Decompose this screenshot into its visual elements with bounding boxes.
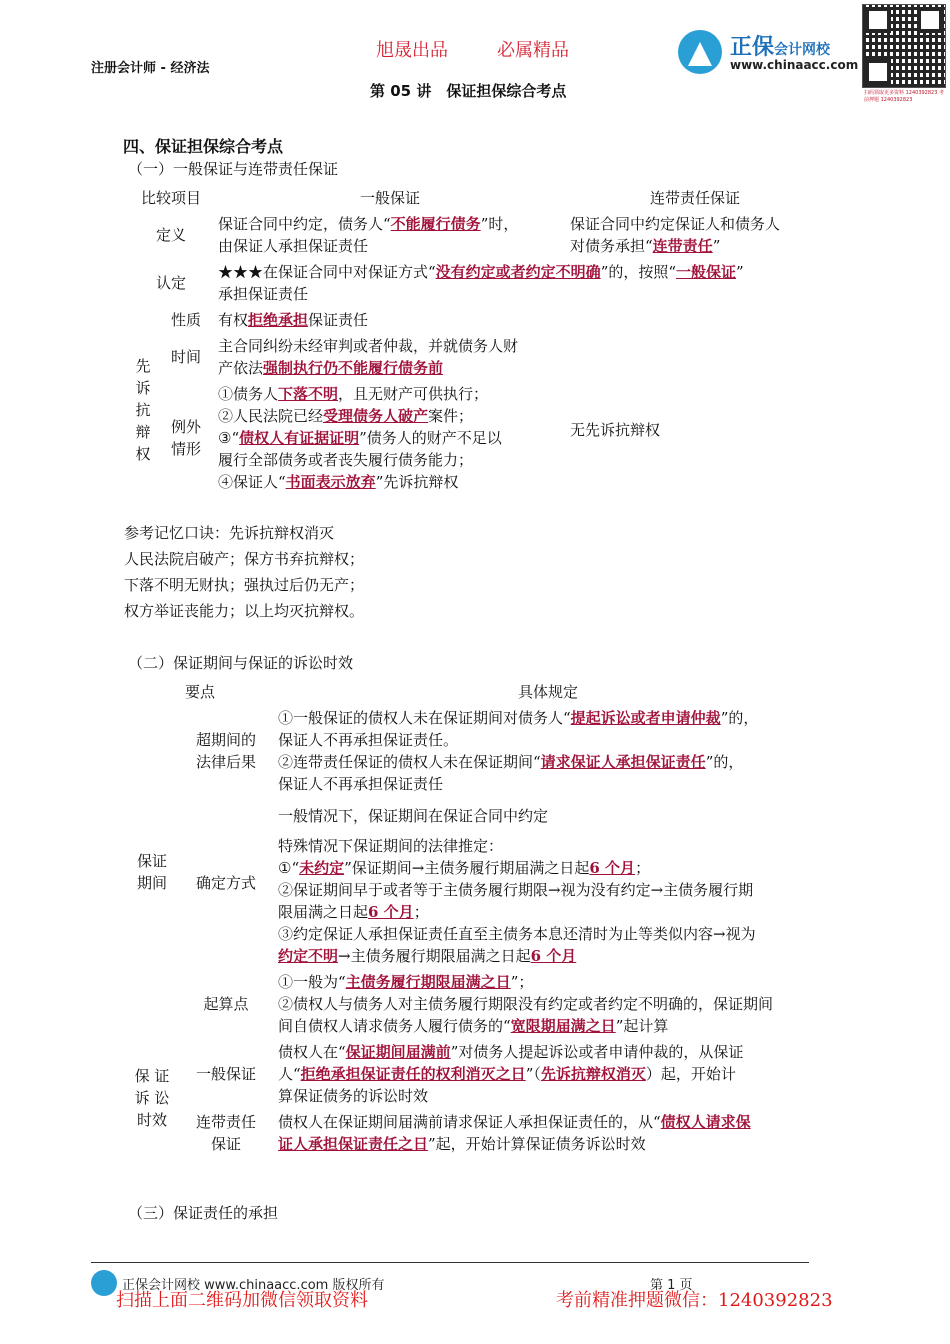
- text: 有权: [218, 311, 249, 329]
- text: →主债务履行期限届满之日起: [338, 947, 531, 965]
- text: ”起计算: [615, 1017, 669, 1035]
- key-term: 6 个月: [530, 947, 577, 965]
- slogan-right: 必属精品: [497, 40, 569, 61]
- col-general: 一般保证: [359, 189, 420, 207]
- text: 情形: [170, 440, 201, 458]
- text: 人“: [278, 1065, 301, 1083]
- key-term: 提起诉讼或者申请仲裁: [570, 709, 721, 727]
- table-row: [128, 211, 824, 259]
- key-term: 未约定: [299, 859, 345, 877]
- text: 超期间的: [195, 731, 256, 749]
- text: 承担保证责任: [218, 285, 309, 303]
- row-label-start: 起算点: [203, 995, 249, 1013]
- text: ”: [712, 237, 721, 255]
- text: 特殊情况下保证期间的法律推定：: [278, 837, 504, 855]
- text: 保证合同中约定，债务人“: [218, 215, 391, 233]
- nature-text: [214, 307, 566, 333]
- determination-normal: 一般情况下，保证期间在保证合同中约定: [278, 807, 549, 825]
- text: ”对债务人提起诉讼或者申请仲裁的，从保证: [450, 1043, 744, 1061]
- logo-url: www.chinaacc.com: [730, 58, 859, 72]
- logo-icon: [678, 30, 722, 74]
- joint-no-defense: 无先诉抗辩权: [570, 421, 661, 439]
- time-text: [214, 333, 566, 381]
- comparison-table: [128, 185, 824, 495]
- text: 先: [135, 357, 151, 375]
- key-term: 没有约定或者约定不明确: [435, 263, 601, 281]
- section-title: 四、保证担保综合考点: [123, 137, 284, 156]
- row-label-limitation: [126, 1039, 178, 1157]
- text: ；: [413, 903, 429, 921]
- row-label-period: [126, 705, 178, 1039]
- row-label-recognition: 认定: [155, 274, 186, 292]
- mnemonic-line: 参考记忆口诀：先诉抗辩权消灭: [124, 524, 335, 542]
- text: ③“: [218, 429, 240, 447]
- mnemonic-line: 权方举证丧能力；以上均灭抗辩权。: [124, 602, 365, 620]
- text: 保证: [210, 1135, 241, 1153]
- text: 债权人在“: [278, 1043, 346, 1061]
- text: 保 证: [134, 1067, 170, 1085]
- brand-logo[interactable]: [678, 26, 858, 78]
- text: 保证人不再承担保证责任: [278, 775, 444, 793]
- col-item: 比较项目: [140, 189, 201, 207]
- text: 对债务承担“: [570, 237, 653, 255]
- text: ）起，开始计: [645, 1065, 736, 1083]
- key-term: 约定不明: [278, 947, 339, 965]
- promo-left: 扫描上面二维码加微信领取资料: [116, 1290, 368, 1311]
- mnemonic-line: 人民法院启破产；保方书弃抗辩权；: [124, 550, 365, 568]
- text: 抗: [135, 401, 151, 419]
- key-term: 请求保证人承担保证责任: [540, 753, 706, 771]
- key-term: 受理债务人破产: [323, 407, 429, 425]
- key-term: 债权人有证据证明: [239, 429, 360, 447]
- text: ”的，: [720, 709, 759, 727]
- key-term: 书面表示放弃: [285, 473, 376, 491]
- text: ①一般保证的债权人未在保证期间对债务人“: [278, 709, 571, 727]
- text: ①“: [278, 859, 300, 877]
- table-header-row: [126, 679, 822, 705]
- row-label-overdue: [178, 705, 274, 797]
- key-term: 证人承担保证责任之日: [278, 1135, 429, 1153]
- slogan-left: 旭晟出品: [376, 40, 448, 61]
- table-row: [128, 307, 824, 333]
- key-term: 下落不明: [278, 385, 339, 403]
- text: ①债务人: [218, 385, 279, 403]
- table-row: [126, 969, 822, 1039]
- text: 算保证债务的诉讼时效: [278, 1087, 429, 1105]
- table-row: [128, 259, 824, 307]
- text: ”: [736, 263, 744, 281]
- subsection-1: （一）一般保证与连带责任保证: [128, 160, 339, 178]
- text: ，且无财产可供执行；: [338, 385, 489, 403]
- mnemonic-line: 下落不明无财执；强执过后仍无产；: [124, 576, 365, 594]
- key-term: 先诉抗辩权消灭: [540, 1065, 646, 1083]
- defense-right-label: [128, 307, 158, 495]
- text: 产依法: [218, 359, 264, 377]
- logo-subtitle: 会计网校: [774, 42, 831, 58]
- definition-joint: [566, 211, 824, 259]
- key-term: 主债务履行期限届满之日: [345, 973, 511, 991]
- start-text: [274, 969, 822, 1039]
- key-term: 6 个月: [368, 903, 414, 921]
- text: ②连带责任保证的债权人未在保证期间“: [278, 753, 541, 771]
- lecture-title: 第 05 讲 保证担保综合考点: [370, 82, 567, 100]
- text: ②保证期间早于或者等于主债务履行期限→视为没有约定→主债务履行期: [278, 881, 754, 899]
- text: ”（: [525, 1065, 541, 1083]
- col-rule: 具体规定: [517, 683, 578, 701]
- table-row: [126, 1109, 822, 1157]
- key-term: 连带责任: [652, 237, 713, 255]
- joint-limitation-text: [274, 1109, 822, 1157]
- text: ”的，按照“: [600, 263, 677, 281]
- row-label-joint: [178, 1109, 274, 1157]
- general-limitation-text: [274, 1039, 822, 1109]
- logo-title: 正保: [730, 35, 775, 60]
- key-term: 不能履行债务: [390, 215, 481, 233]
- col-point: 要点: [184, 683, 215, 701]
- definition-general: [214, 211, 566, 259]
- row-label-general: 一般保证: [195, 1065, 256, 1083]
- course-title: 注册会计师 - 经济法: [91, 61, 210, 76]
- subsection-3: （三）保证责任的承担: [128, 1204, 279, 1222]
- key-term: 保证期间届满前: [345, 1043, 451, 1061]
- footer-logo-icon: [91, 1270, 117, 1296]
- text: 保证: [136, 852, 167, 870]
- period-table: [126, 679, 822, 1157]
- qr-code-icon[interactable]: [862, 4, 946, 88]
- text: 连带责任: [195, 1113, 256, 1131]
- text: 权: [135, 445, 151, 463]
- promo-right: 考前精准押题微信：1240392823: [556, 1290, 833, 1311]
- determination-special: [274, 833, 822, 969]
- qr-note: 扫码领取更多资料 1240392823 考前押题 1240392823: [864, 90, 944, 103]
- text: ”保证期间→主债务履行期届满之日起: [344, 859, 590, 877]
- text: 时效: [136, 1111, 167, 1129]
- footer-copyright: 正保会计网校 www.chinaacc.com 版权所有: [122, 1278, 385, 1293]
- text: ★★★在保证合同中对保证方式“: [218, 263, 436, 281]
- key-term: 债权人请求保: [660, 1113, 751, 1131]
- table-row: [126, 797, 822, 833]
- text: 期间: [136, 874, 167, 892]
- text: ”先诉抗辩权: [375, 473, 459, 491]
- text: 主合同纠纷未经审判或者仲裁，并就债务人财: [218, 337, 519, 355]
- text: 间自债权人请求债务人履行债务的“: [278, 1017, 511, 1035]
- text: 例外: [170, 418, 201, 436]
- row-label-definition: 定义: [155, 226, 186, 244]
- text: ④保证人“: [218, 473, 286, 491]
- table-header-row: [128, 185, 824, 211]
- key-term: 宽限期届满之日: [510, 1017, 616, 1035]
- text: 保证人不再承担保证责任。: [278, 731, 459, 749]
- text: 保证合同中约定保证人和债务人: [570, 215, 781, 233]
- footer-divider: [91, 1262, 809, 1263]
- text: 诉: [135, 379, 151, 397]
- key-term: 拒绝承担保证责任的权利消灭之日: [300, 1065, 526, 1083]
- page-number: 第 1 页: [650, 1278, 693, 1293]
- key-term: 拒绝承担: [248, 311, 309, 329]
- text: ”；: [510, 973, 534, 991]
- recognition-text: [214, 259, 824, 307]
- exception-text: [214, 381, 566, 495]
- row-label-time: 时间: [170, 348, 201, 366]
- text: 辩: [135, 423, 151, 441]
- table-row: [126, 1039, 822, 1109]
- text: ”债务人的财产不足以: [359, 429, 502, 447]
- text: 案件；: [428, 407, 474, 425]
- text: ②债权人与债务人对主债务履行期限没有约定或者约定不明确的，保证期间: [278, 995, 774, 1013]
- key-term: 一般保证: [676, 263, 737, 281]
- table-row: [126, 705, 822, 797]
- text: ”起，开始计算保证债务诉讼时效: [428, 1135, 646, 1153]
- key-term: 强制执行仍不能履行债务前: [263, 359, 444, 377]
- text: 履行全部债务或者丧失履行债务能力；: [218, 451, 474, 469]
- text: ；: [635, 859, 651, 877]
- text: 法律后果: [195, 753, 256, 771]
- key-term: 6 个月: [589, 859, 636, 877]
- text: 限届满之日起: [278, 903, 369, 921]
- row-label-determination: 确定方式: [195, 874, 256, 892]
- text: 由保证人承担保证责任: [218, 237, 369, 255]
- text: ②人民法院已经: [218, 407, 324, 425]
- text: ①一般为“: [278, 973, 346, 991]
- subsection-2: （二）保证期间与保证的诉讼时效: [128, 654, 354, 672]
- text: ”时，: [480, 215, 519, 233]
- overdue-text: [274, 705, 822, 797]
- text: 诉 讼: [134, 1089, 170, 1107]
- text: ③约定保证人承担保证责任直至主债务本息还清时为止等类似内容→视为: [278, 925, 756, 943]
- col-joint: 连带责任保证: [649, 189, 740, 207]
- text: ”的，: [705, 753, 744, 771]
- text: 保证责任: [308, 311, 369, 329]
- row-label-exception: [158, 381, 214, 495]
- row-label-nature: 性质: [170, 311, 201, 329]
- text: 债权人在保证期间届满前请求保证人承担保证责任的，从“: [278, 1113, 661, 1131]
